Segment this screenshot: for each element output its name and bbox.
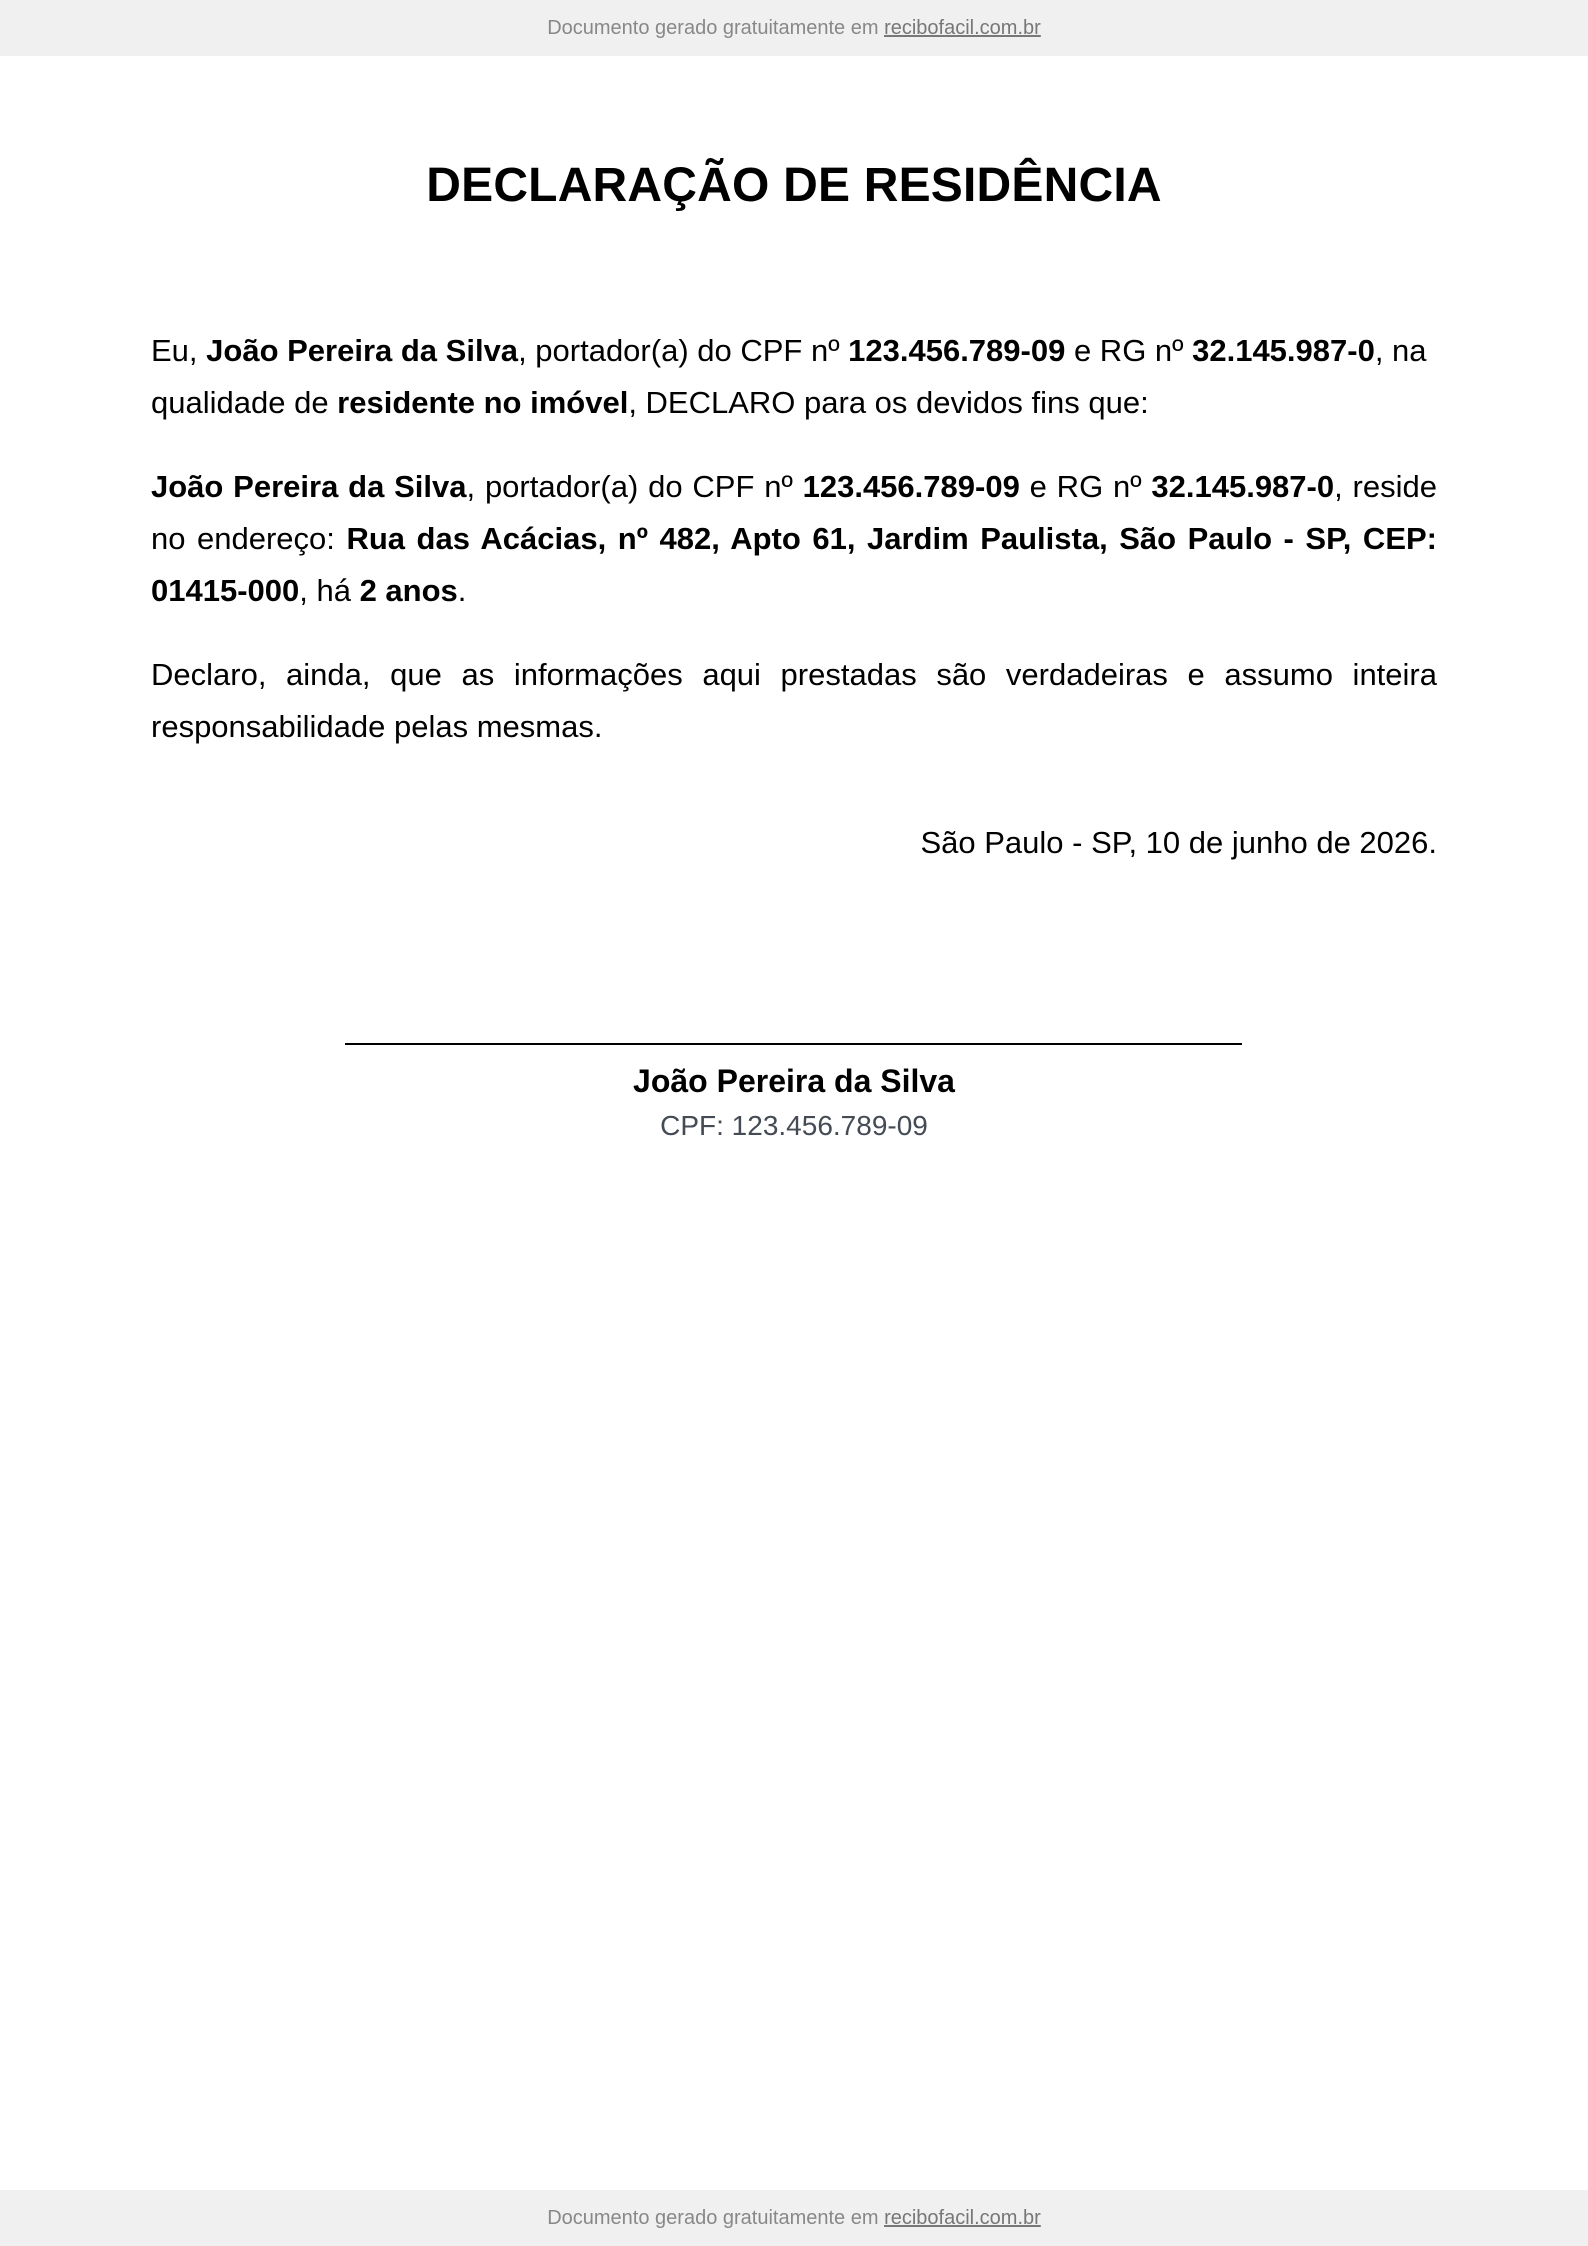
text-fragment: , reside no endereço: <box>151 469 1437 556</box>
declaration-paragraph-1 <box>151 325 1437 429</box>
signature-line <box>345 1043 1242 1045</box>
resident-name: João Pereira da Silva <box>151 469 467 504</box>
text-fragment: , portador(a) do CPF nº <box>466 469 803 504</box>
declaration-paragraph-3: Declaro, ainda, que as informações aqui prestadas são verdadeiras e assumo inteira responsabilidade pelas mesmas. <box>151 657 1437 744</box>
resident-rg: 32.145.987-0 <box>1151 469 1335 504</box>
text-fragment: Eu, <box>151 333 207 368</box>
declarant-cpf: 123.456.789-09 <box>848 333 1066 368</box>
place-and-date: São Paulo - SP, 10 de junho de 2026. <box>920 825 1437 860</box>
residence-duration: 2 anos <box>359 573 458 608</box>
resident-cpf: 123.456.789-09 <box>802 469 1020 504</box>
text-fragment: , há <box>299 573 360 608</box>
text-fragment: , portador(a) do CPF nº <box>518 333 849 368</box>
banner-text: Documento gerado gratuitamente em <box>547 2207 885 2229</box>
document-page <box>151 56 1437 1141</box>
signature-cpf: CPF: 123.456.789-09 <box>660 1110 928 1141</box>
signature-name: João Pereira da Silva <box>633 1063 955 1099</box>
top-banner <box>0 0 1588 56</box>
banner-text: Documento gerado gratuitamente em <box>547 17 885 39</box>
banner-link[interactable]: recibofacil.com.br <box>884 2207 1041 2229</box>
resident-address: Rua das Acácias, nº 482, Apto 61, Jardim Paulista, São Paulo - SP, CEP: 01415-000 <box>151 521 1437 608</box>
text-fragment: . <box>457 573 467 608</box>
text-fragment: , na qualidade de <box>151 333 1427 420</box>
banner-link[interactable]: recibofacil.com.br <box>884 17 1041 39</box>
declarant-role: residente no imóvel <box>337 385 629 420</box>
bottom-banner <box>0 2190 1588 2246</box>
document-title: DECLARAÇÃO DE RESIDÊNCIA <box>426 159 1162 212</box>
text-fragment: , DECLARO para os devidos fins que: <box>628 385 1149 420</box>
text-fragment: e RG nº <box>1065 333 1193 368</box>
text-fragment: e RG nº <box>1019 469 1152 504</box>
declarant-rg: 32.145.987-0 <box>1192 333 1375 368</box>
declaration-paragraph-2 <box>151 461 1437 617</box>
declarant-name: João Pereira da Silva <box>206 333 519 368</box>
